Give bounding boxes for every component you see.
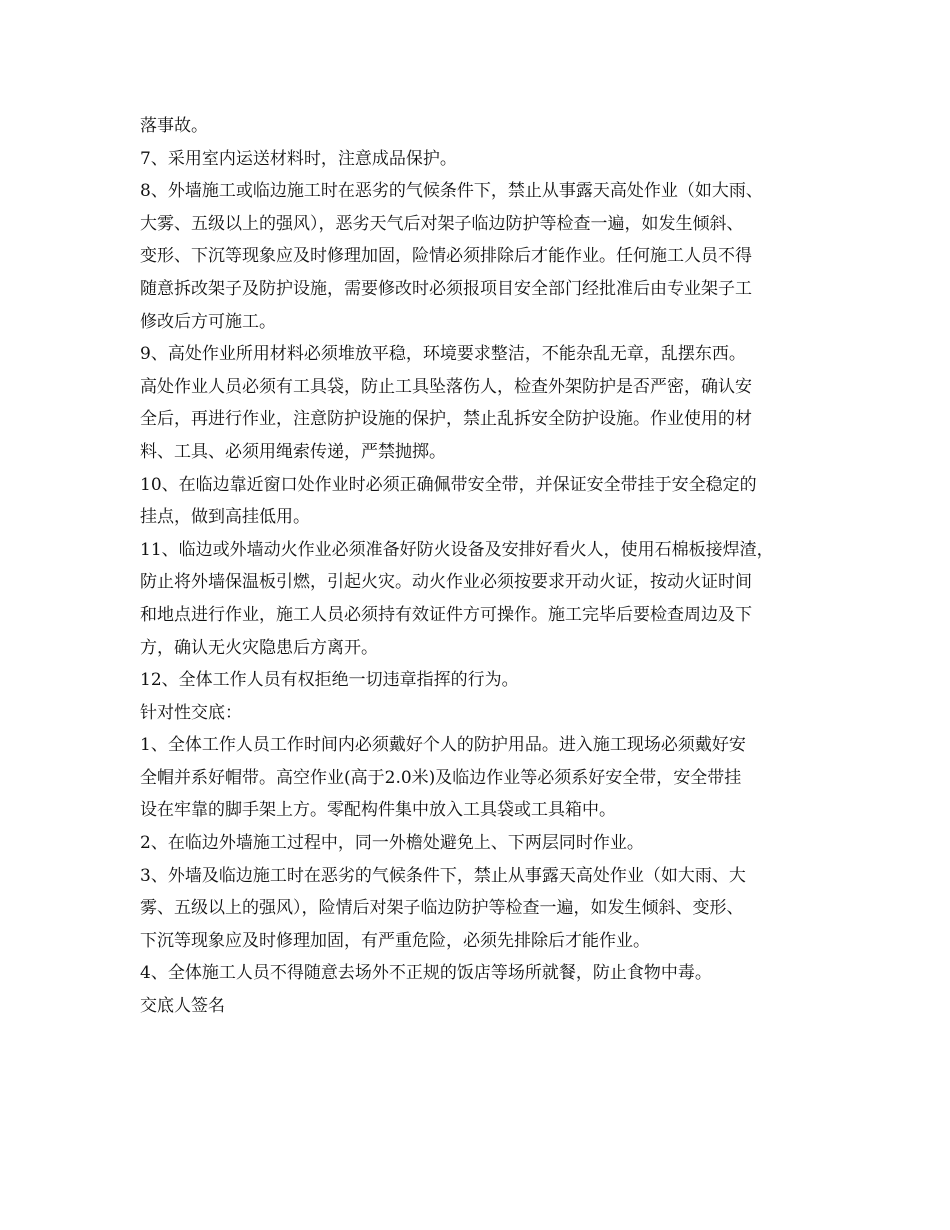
text-line: 修改后方可施工。 (140, 311, 276, 332)
text-line: 防止将外墙保温板引燃，引起火灾。动火作业必须按要求开动火证，按动火证时间 (140, 572, 752, 593)
text-line: 雾、五级以上的强风），险情后对架子临边防护等检查一遍，如发生倾斜、变形、 (140, 898, 744, 919)
text-line: 随意拆改架子及防护设施，需要修改时必须报项目安全部门经批准后由专业架子工 (140, 278, 752, 299)
text-line: 挂点，做到高挂低用。 (140, 507, 310, 528)
text-line: 7、采用室内运送材料时，注意成品保护。 (140, 148, 457, 169)
text-line: 8、外墙施工或临边施工时在恶劣的气候条件下，禁止从事露天高处作业（如大雨、 (140, 181, 763, 202)
document-body (140, 110, 820, 1023)
text-line: 方，确认无火灾隐患后方离开。 (140, 637, 378, 658)
text-line: 全后，再进行作业，注意防护设施的保护，禁止乱拆安全防护设施。作业使用的材 (140, 409, 752, 430)
signature-label: 交底人签名 (140, 996, 225, 1017)
text-line: 1、全体工作人员工作时间内必须戴好个人的防护用品。进入施工现场必须戴好安 (140, 735, 746, 756)
text-line: 变形、下沉等现象应及时修理加固，险情必须排除后才能作业。任何施工人员不得 (140, 246, 752, 267)
text-line: 设在牢靠的脚手架上方。零配构件集中放入工具袋或工具箱中。 (140, 800, 616, 821)
text-line: 大雾、五级以上的强风），恶劣天气后对架子临边防护等检查一遍，如发生倾斜、 (140, 213, 744, 234)
text-line: 4、全体施工人员不得随意去场外不正规的饭店等场所就餐，防止食物中毒。 (140, 963, 712, 984)
text-line: 2、在临边外墙施工过程中，同一外檐处避免上、下两层同时作业。 (140, 833, 644, 854)
text-line: 9、高处作业所用材料必须堆放平稳，环境要求整洁，不能杂乱无章，乱摆东西。 (140, 344, 746, 365)
text-line: 落事故。 (140, 116, 208, 136)
text-line: 11、临边或外墙动火作业必须准备好防火设备及安排好看火人，使用石棉板接焊渣， (140, 539, 774, 560)
text-line: 料、工具、必须用绳索传递，严禁抛掷。 (140, 441, 446, 462)
text-line: 12、全体工作人员有权拒绝一切违章指挥的行为。 (140, 670, 519, 691)
text-line: 3、外墙及临边施工时在恶劣的气候条件下，禁止从事露天高处作业（如大雨、大 (140, 865, 746, 886)
text-line: 全帽并系好帽带。高空作业(高于2.0米)及临边作业等必须系好安全带，安全带挂 (140, 767, 742, 788)
text-line: 下沉等现象应及时修理加固，有严重危险，必须先排除后才能作业。 (140, 930, 650, 951)
section-heading: 针对性交底： (140, 702, 242, 723)
text-line: 高处作业人员必须有工具袋，防止工具坠落伤人，检查外架防护是否严密，确认安 (140, 376, 752, 397)
text-line: 10、在临边靠近窗口处作业时必须正确佩带安全带，并保证安全带挂于安全稳定的 (140, 474, 757, 495)
text-line: 和地点进行作业，施工人员必须持有效证件方可操作。施工完毕后要检查周边及下 (140, 604, 752, 625)
